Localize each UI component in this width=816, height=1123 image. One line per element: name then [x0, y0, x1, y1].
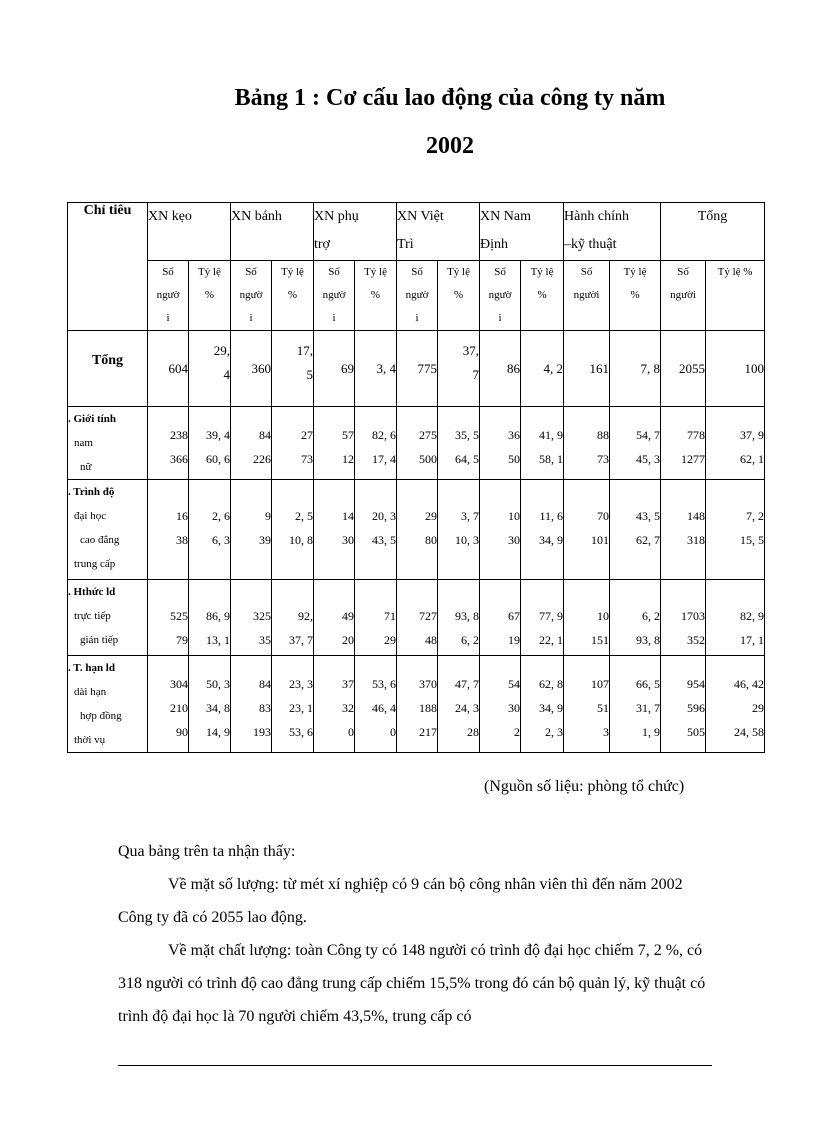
table-cell: 9 39: [231, 480, 272, 580]
table-cell: 27 73: [272, 407, 314, 480]
table-cell: 82, 6 17, 4: [355, 407, 397, 480]
table-cell: 92, 37, 7: [272, 580, 314, 656]
row-header-label: Chỉ tiêu: [68, 203, 148, 331]
table-cell: 77, 9 22, 1: [521, 580, 564, 656]
subheader-so-nguoi: Số ngườ i: [314, 261, 355, 331]
table-cell: 36 50: [480, 407, 521, 480]
table-cell: 778 1277: [661, 407, 706, 480]
table-cell: 107 51 3: [564, 656, 610, 753]
table-cell: 39, 4 60, 6: [189, 407, 231, 480]
table-cell: 54 30 2: [480, 656, 521, 753]
table-cell: 17, 5: [272, 331, 314, 407]
paragraph-quality: Về mặt chất lượng: toàn Công ty có 148 người có trình độ đại học chiếm 7, 2 %, có 318 người có trình độ cao đẳng trung cấp chiếm 15,5% trong đó cán bộ quản lý, kỹ thuật có trình độ đại học là 70 người chiếm 43,5%, trung cấp có: [118, 942, 706, 1025]
table-cell: 93, 8 6, 2: [438, 580, 480, 656]
table-cell: 360: [231, 331, 272, 407]
table-cell: 84 226: [231, 407, 272, 480]
table-cell: 2, 5 10, 8: [272, 480, 314, 580]
row-label: . Hthức ld trực tiếp gián tiếp: [68, 580, 148, 656]
table-row: [68, 480, 765, 580]
table-cell: 82, 9 17, 1: [706, 580, 765, 656]
row-label: Tổng: [68, 331, 148, 407]
table-cell: 2, 6 6, 3: [189, 480, 231, 580]
table-row: [68, 407, 765, 480]
table-cell: 6, 2 93, 8: [610, 580, 661, 656]
table-cell: 14 30: [314, 480, 355, 580]
row-label: . T. hạn ld dài hạn hợp đồng thời vụ: [68, 656, 148, 753]
table-cell: 370 188 217: [397, 656, 438, 753]
table-cell: 10 30: [480, 480, 521, 580]
subheader-so-nguoi: Số ngườ i: [397, 261, 438, 331]
subheader-ty-le: Tỷ lệ %: [706, 261, 765, 331]
table-cell: 525 79: [148, 580, 189, 656]
table-cell: 775: [397, 331, 438, 407]
subheader-ty-le: Tỷ lệ %: [189, 261, 231, 331]
table-cell: 86, 9 13, 1: [189, 580, 231, 656]
subheader-so-nguoi: Số người: [661, 261, 706, 331]
table-cell: 66, 5 31, 7 1, 9: [610, 656, 661, 753]
table-cell: 84 83 193: [231, 656, 272, 753]
subheader-so-nguoi: Số ngườ i: [231, 261, 272, 331]
table-cell: 86: [480, 331, 521, 407]
row-label: . Trình độ đại học cao đẳng trung cấp: [68, 480, 148, 580]
table-cell: 41, 9 58, 1: [521, 407, 564, 480]
table-cell: 43, 5 62, 7: [610, 480, 661, 580]
table-cell: 46, 42 29 24, 58: [706, 656, 765, 753]
group-header-tong: Tổng: [661, 203, 765, 261]
group-header-xn-viet-tri: XN Việt Trì: [397, 203, 480, 261]
table-cell: 7, 8: [610, 331, 661, 407]
table-cell: 50, 3 34, 8 14, 9: [189, 656, 231, 753]
table-cell: 238 366: [148, 407, 189, 480]
table-cell: 3, 4: [355, 331, 397, 407]
table-cell: 7, 2 15, 5: [706, 480, 765, 580]
subheader-ty-le: Tỷ lệ %: [610, 261, 661, 331]
table-cell: 23, 3 23, 1 53, 6: [272, 656, 314, 753]
table-row: [68, 656, 765, 753]
table-cell: 4, 2: [521, 331, 564, 407]
table-cell: 35, 5 64, 5: [438, 407, 480, 480]
table-cell: 70 101: [564, 480, 610, 580]
table-cell: 1703 352: [661, 580, 706, 656]
table-cell: 325 35: [231, 580, 272, 656]
group-header-xn-nam-dinh: XN Nam Định: [480, 203, 564, 261]
table-cell: 88 73: [564, 407, 610, 480]
table-cell: 2055: [661, 331, 706, 407]
table-cell: 20, 3 43, 5: [355, 480, 397, 580]
table-cell: 69: [314, 331, 355, 407]
subheader-row: [68, 261, 765, 331]
table-cell: 148 318: [661, 480, 706, 580]
group-header-xn-keo: XN kẹo: [148, 203, 231, 261]
group-header-xn-phu-tro: XN phụ trợ: [314, 203, 397, 261]
row-label: . Giới tính nam nữ: [68, 407, 148, 480]
table-cell: 604: [148, 331, 189, 407]
table-cell: 71 29: [355, 580, 397, 656]
table-cell: 727 48: [397, 580, 438, 656]
subheader-ty-le: Tỷ lệ %: [438, 261, 480, 331]
table-cell: 304 210 90: [148, 656, 189, 753]
table-cell: 275 500: [397, 407, 438, 480]
subheader-so-nguoi: Số ngườ i: [480, 261, 521, 331]
table-cell: 53, 6 46, 4 0: [355, 656, 397, 753]
table-cell: 16 38: [148, 480, 189, 580]
source-note: (Nguồn số liệu: phòng tổ chức): [484, 778, 685, 795]
group-header-xn-banh: XN bánh: [231, 203, 314, 261]
table-cell: 37, 7: [438, 331, 480, 407]
paragraph-quantity: Về mặt số lượng: từ mét xí nghiệp có 9 cán bộ công nhân viên thì đến năm 2002 Công ty đã có 2055 lao động.: [118, 876, 683, 926]
table-cell: 10 151: [564, 580, 610, 656]
table-cell: 29, 4: [189, 331, 231, 407]
table-cell: 67 19: [480, 580, 521, 656]
table-cell: 57 12: [314, 407, 355, 480]
group-header-hanh-chinh: Hành chính –kỹ thuật: [564, 203, 661, 261]
table-row: [68, 331, 765, 407]
table-cell: 161: [564, 331, 610, 407]
subheader-so-nguoi: Số người: [564, 261, 610, 331]
group-header-row: [68, 203, 765, 261]
labor-structure-table: [67, 202, 765, 753]
subheader-ty-le: Tỷ lệ %: [521, 261, 564, 331]
table-cell: 54, 7 45, 3: [610, 407, 661, 480]
table-title-line-2: 2002: [426, 133, 474, 159]
table-cell: 47, 7 24, 3 28: [438, 656, 480, 753]
table-cell: 954 596 505: [661, 656, 706, 753]
table-cell: 62, 8 34, 9 2, 3: [521, 656, 564, 753]
table-cell: 11, 6 34, 9: [521, 480, 564, 580]
subheader-so-nguoi: Số ngườ i: [148, 261, 189, 331]
subheader-ty-le: Tỷ lệ %: [272, 261, 314, 331]
table-cell: 49 20: [314, 580, 355, 656]
subheader-ty-le: Tỷ lệ %: [355, 261, 397, 331]
table-cell: 37, 9 62, 1: [706, 407, 765, 480]
table-cell: 29 80: [397, 480, 438, 580]
table-title-line-1: Bảng 1 : Cơ cấu lao động của công ty năm: [234, 85, 666, 111]
footer-divider: [118, 1065, 712, 1066]
table-cell: 37 32 0: [314, 656, 355, 753]
table-row: [68, 580, 765, 656]
paragraph-intro: Qua bảng trên ta nhận thấy:: [118, 843, 296, 860]
table-cell: 3, 7 10, 3: [438, 480, 480, 580]
table-cell: 100: [706, 331, 765, 407]
